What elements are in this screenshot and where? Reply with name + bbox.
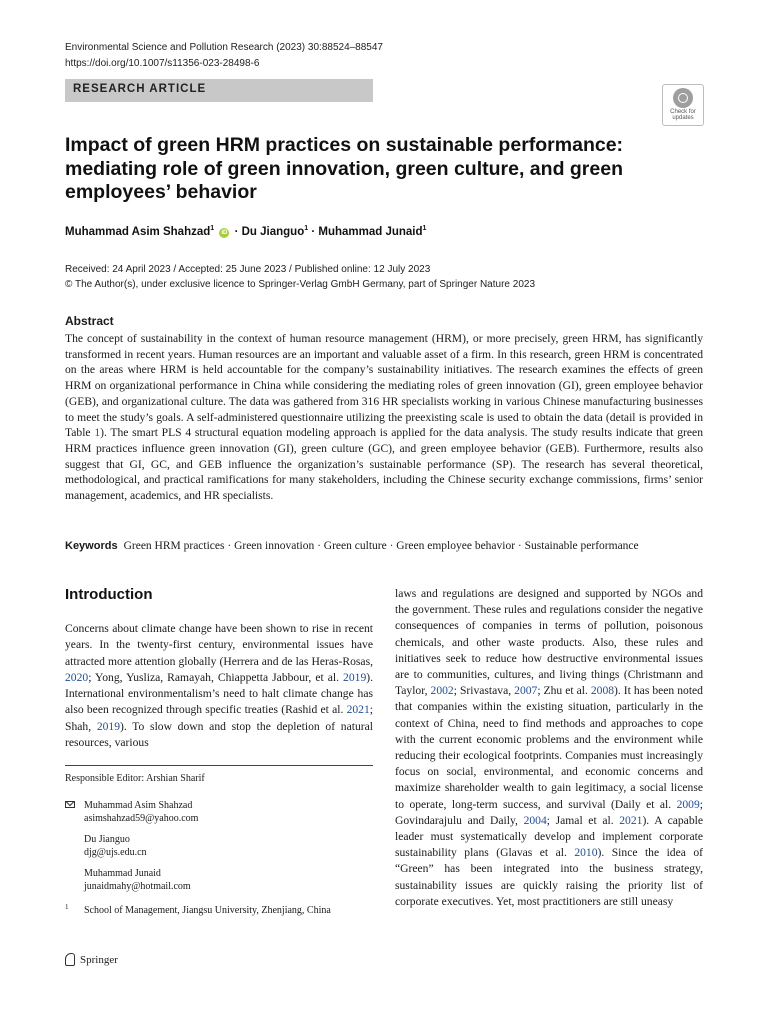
abstract-text: The concept of sustainability in the context of human resource management (HRM), or more precisely, green HRM, has significantly transformed in recent years. Human resources are an important and valuable asset of a firm. In this research, green HRM is concentrated on the areas where HRM is held accountable for the company’s sustainability initiatives. The research examines the effects of green HRM on organizational performance in China while considering the mediating roles of green innovation (GI), green employee behavior (GEB), and organizational culture. The data was gathered from 316 HR specialists working in various Chinese manufacturing businesses to meet the study’s goals. A self-administered questionnaire utilizing the preexisting scale is used to obtain the data (detail is provided in Table — [65, 332, 703, 440]
contact-name: Muhammad Asim Shahzad — [84, 800, 193, 811]
body-text: ; Shah, — [65, 703, 373, 733]
body-text: ). Since the idea of “Green” has been integrated into the business strategy, sustainability issues are quickly raising the priority list of corporate executives. Yet, most practitioners are still uneasy — [395, 846, 703, 908]
table-link[interactable]: 1 — [94, 426, 101, 440]
affiliation-text: School of Management, Jiangsu University, Zhenjiang, China — [84, 905, 331, 916]
contact-email[interactable]: asimshahzad59@yahoo.com — [84, 813, 199, 824]
author-name[interactable]: Muhammad Asim Shahzad — [65, 225, 211, 238]
citation-link[interactable]: 2010 — [574, 846, 598, 860]
article-type-bar — [65, 79, 373, 102]
body-text: ). A capable leader must systematically develop and implement corporate sustainability plans (Glavas et al. — [395, 813, 703, 860]
publication-dates — [65, 263, 535, 292]
check-for-updates-text: Check for updates — [670, 109, 696, 121]
intro-right-column — [395, 586, 703, 910]
citation-link[interactable]: 2021 — [619, 813, 643, 827]
dates-line: Received: 24 April 2023 / Accepted: 25 June 2023 / Published online: 12 July 2023 — [65, 264, 431, 275]
footnote-divider — [65, 765, 373, 766]
body-text: ; Jamal et al. — [546, 813, 620, 827]
springer-logo-icon — [65, 953, 75, 966]
contact-name: Muhammad Junaid — [84, 868, 161, 879]
copyright-line: © The Author(s), under exclusive licence to Springer-Verlag GmbH Germany, part of Springer Nature 2023 — [65, 278, 535, 290]
keywords-heading: Keywords — [65, 540, 118, 552]
contact-email[interactable]: djg@ujs.edu.cn — [84, 847, 147, 858]
affiliation-marker: 1 — [422, 225, 427, 232]
citation-link[interactable]: 2008 — [590, 684, 615, 698]
author-contacts — [84, 799, 198, 893]
doi-link[interactable]: https://doi.org/10.1007/s11356-023-28498-6 — [65, 58, 260, 69]
section-heading: Introduction — [65, 586, 153, 603]
intro-left-column — [65, 621, 373, 751]
contact-name: Du Jianguo — [84, 834, 130, 845]
citation-link[interactable]: 2002 — [430, 684, 454, 698]
citation-link[interactable]: 2020 — [65, 670, 89, 684]
author-name[interactable]: · Du Jianguo — [231, 225, 305, 238]
check-for-updates-badge[interactable] — [662, 84, 704, 126]
citation-link[interactable]: 2019 — [343, 670, 367, 684]
affiliation-marker: 1 — [210, 225, 215, 232]
body-text: ). It has been noted that companies within the existing situation, particularly in the context of China, need to find methods and approaches to cope with the current economic problems and the environment while reducing their ecological footprints. Companies must increasingly focus on social, environmental, and economic concerns and maximize shareholder wealth to gain legitimacy, a social license to operate, long-term success, and survival (Daily et al. — [395, 684, 703, 811]
body-text: ). To slow down and stop the depletion of natural resources, various — [65, 719, 374, 750]
citation-link[interactable]: 2009 — [676, 797, 700, 811]
article-type-label: RESEARCH ARTICLE — [73, 83, 207, 95]
crossmark-icon — [673, 88, 693, 108]
author-name[interactable]: · Muhammad Junaid — [308, 225, 423, 238]
envelope-icon — [65, 801, 75, 808]
contact-email[interactable]: junaidmahy@hotmail.com — [84, 881, 191, 892]
keywords — [65, 540, 639, 552]
author-list — [65, 225, 426, 238]
abstract-heading: Abstract — [65, 314, 114, 328]
publisher-footer — [65, 953, 118, 966]
responsible-editor: Responsible Editor: Arshian Sharif — [65, 773, 205, 784]
abstract-body — [65, 331, 703, 504]
publisher-name: Springer — [80, 953, 118, 966]
citation-link[interactable]: 2019 — [96, 719, 120, 733]
body-text: ; Yong, Yusliza, Ramayah, Chiappetta Jabbour, et al. — [88, 670, 344, 684]
journal-header — [65, 40, 383, 72]
affiliation-number: 1 — [65, 903, 69, 911]
article-title: Impact of green HRM practices on sustainable performance: mediating role of green innovation, green culture, and green employees’ behavior — [65, 134, 624, 203]
abstract-text: ). The smart PLS 4 structural equation modeling approach is applied for the data analysis. The study results indicate that green HRM practices influence green innovation (GI), green culture (GC), and green employee behavior (GEB). Furthermore, results also suggest that GI, GC, and GEB influence the organization’s sustainable performance (SP). The research has several theoretical, methodological, and practical ramifications for many stakeholders, including the Chinese security exchange commissions, firms’ senior management, academics, and HR specialists. — [65, 426, 703, 503]
citation-link[interactable]: 2004 — [523, 813, 547, 827]
citation-link[interactable]: 2021 — [346, 703, 370, 717]
keywords-list: Green HRM practices · Green innovation · Green culture · Green employee behavior · Sustainable performance — [123, 540, 639, 552]
orcid-icon[interactable]: iD — [221, 229, 228, 236]
body-text: ; Zhu et al. — [537, 684, 591, 698]
body-text: ; Govindarajulu and Daily, — [395, 797, 703, 827]
body-text: ; Srivastava, — [453, 684, 515, 698]
affiliation-marker: 1 — [304, 225, 309, 232]
body-text: Concerns about climate change have been shown to rise in recent years. In the twenty-first century, environmental issues have attracted more attention globally (Herrera and de las Heras-Rosas, — [65, 622, 373, 668]
journal-citation: Environmental Science and Pollution Research (2023) 30:88524–88547 — [65, 42, 383, 53]
citation-link[interactable]: 2007 — [514, 684, 538, 698]
body-text: laws and regulations are designed and supported by NGOs and the government. These rules and regulations consider the negative consequences of companies in terms of pollution, poisonous chemicals, and other waste products. Also, these rules and initiatives seek to reduce how destructive environmental issues are to communities, cultures, and living things (Christmann and Taylor, — [395, 587, 703, 698]
body-text: ). International environmentalism’s need to halt climate change has also been recognized through specific treaties (Rashid et al. — [65, 670, 373, 717]
